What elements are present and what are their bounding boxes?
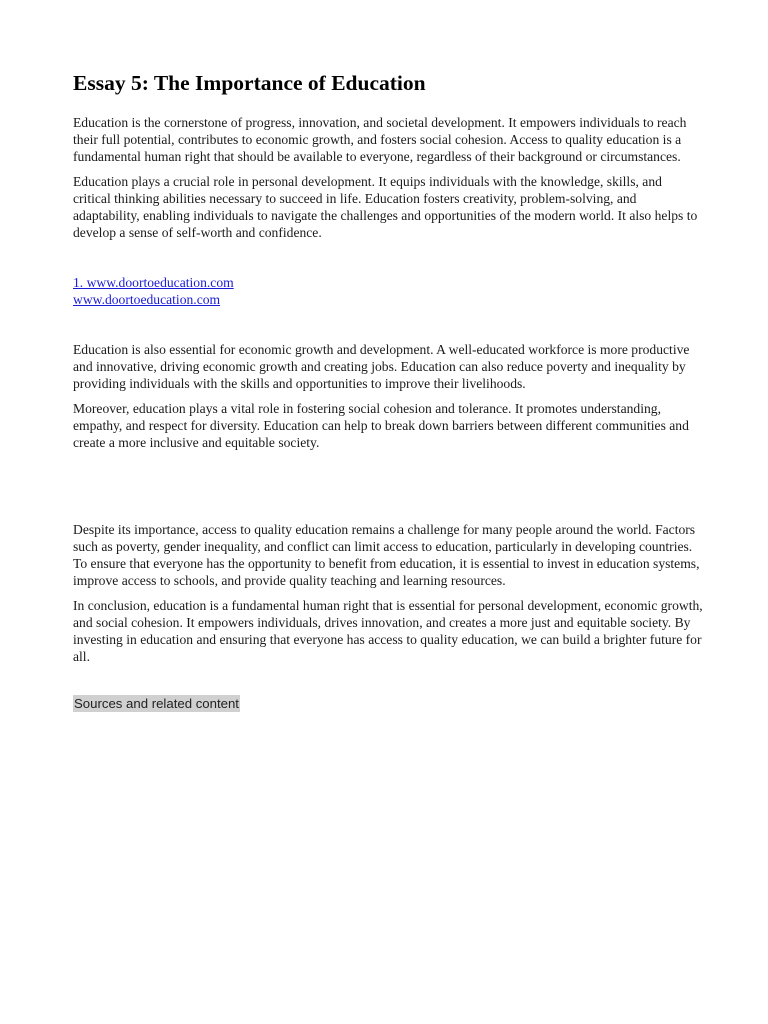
paragraph-intro: Education is the cornerstone of progress, innovation, and societal development. It empowers individuals to reach their full potential, contributes to economic growth, and fosters social cohesion. Access to quality education is a fundamental human right that should be available to everyone, regardless of their background or circumstances. [73,115,687,164]
document-page [73,70,703,713]
source-link-2[interactable]: www.doortoeducation.com [73,292,221,307]
paragraph-access-challenge: Despite its importance, access to quality education remains a challenge for many people around the world. Factors such as poverty, gender inequality, and conflict can limit access to education, particularly in developing countries. To ensure that everyone has the opportunity to benefit from education, it is essential to invest in education systems, improve access to schools, and provide quality teaching and learning resources. [73,522,700,588]
essay-title: Essay 5: The Importance of Education [73,71,426,95]
paragraph-economic-growth: Education is also essential for economic growth and development. A well-educated workforce is more productive and innovative, driving economic growth and creating jobs. Education can also reduce poverty and inequality by providing individuals with the skills and opportunities to improve their livelihoods. [73,342,690,391]
source-link-1[interactable]: 1. www.doortoeducation.com [73,275,234,290]
paragraph-social-cohesion: Moreover, education plays a vital role in fostering social cohesion and tolerance. It promotes understanding, empathy, and respect for diversity. Education can help to break down barriers between different communities and create a more inclusive and equitable society. [73,401,689,450]
paragraph-personal-development: Education plays a crucial role in personal development. It equips individuals with the knowledge, skills, and critical thinking abilities necessary to succeed in life. Education fosters creativity, problem-solving, and adaptability, enabling individuals to navigate the challenges and opportunities of the modern world. It also helps to develop a sense of self-worth and confidence. [73,174,698,240]
paragraph-conclusion: In conclusion, education is a fundamental human right that is essential for personal development, economic growth, and social cohesion. It empowers individuals, drives innovation, and creates a more just and equitable society. By investing in education and ensuring that everyone has access to quality education, we can build a brighter future for all. [73,598,703,664]
sources-related-content-button[interactable]: Sources and related content [74,696,239,711]
